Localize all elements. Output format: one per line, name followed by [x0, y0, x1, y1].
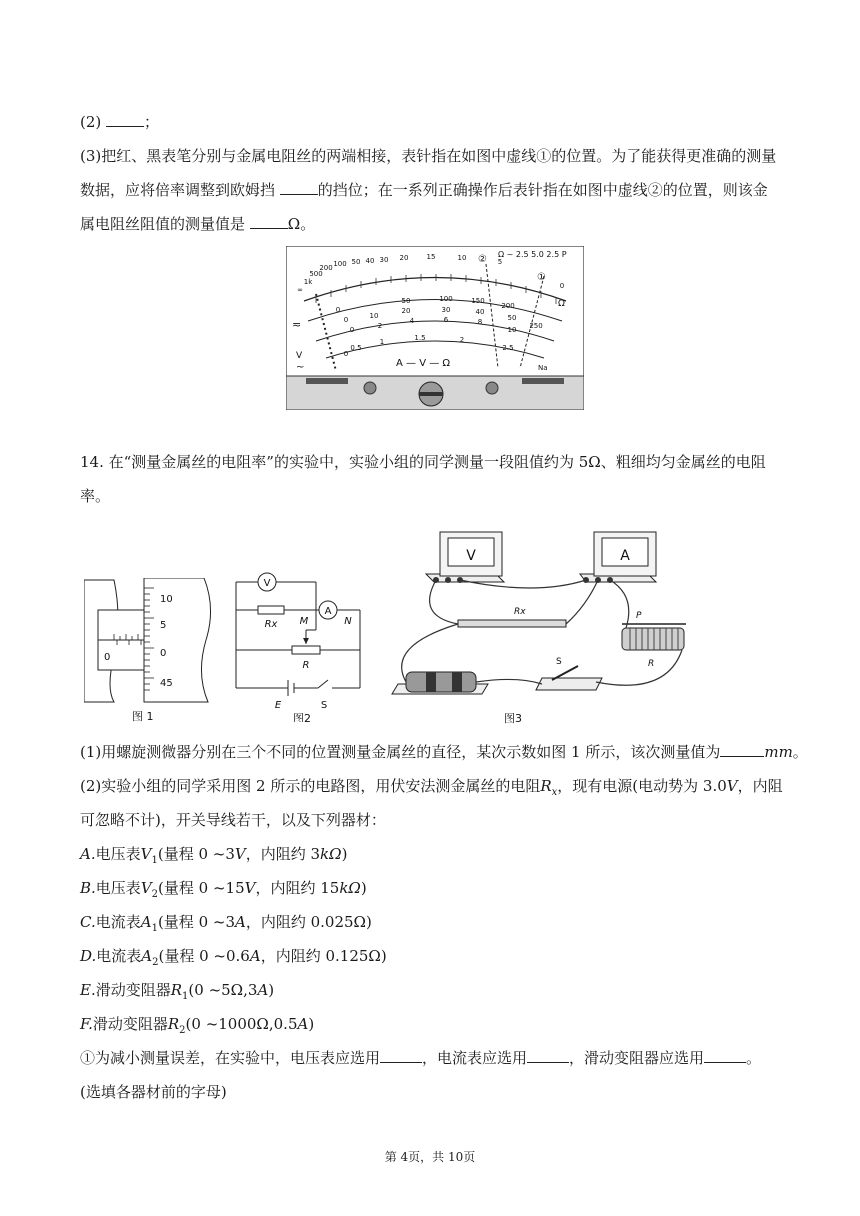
ac-scale-label: 0.5: [350, 344, 362, 352]
ohm-scale-label: ∞: [297, 286, 303, 294]
answer-blank: [720, 742, 764, 757]
dc-scale-label: 30: [441, 306, 451, 314]
dc-scale-label: 50: [401, 297, 411, 305]
dc-scale-label: 6: [443, 316, 449, 324]
switch-device: [536, 678, 602, 690]
ohm-scale-label: 15: [426, 253, 436, 261]
m-label: M: [299, 616, 309, 627]
q13-item3-line2: 数据，应将倍率调整到欧姆挡 的挡位；在一系列正确操作后表针指在如图中虚线②的位置，则该金: [80, 181, 768, 199]
n-label: N: [344, 616, 352, 627]
dc-scale-label: 10: [369, 312, 379, 320]
rx-label: Rx: [264, 619, 278, 630]
thimble-tick-label: 5: [160, 620, 167, 631]
ac-symbol: ~: [296, 362, 305, 373]
page-footer: 第 4页，共 10页: [384, 1150, 476, 1164]
answer-blank: [280, 180, 318, 195]
q14-item2-line1: (2)实验小组的同学采用图 2 所示的电路图，用伏安法测金属丝的电阻$R_x$，现有电源(电动势为 3.0V，内阻: [80, 777, 783, 798]
p-label: P: [636, 611, 642, 621]
rheostat-device: [622, 628, 684, 650]
q13-item2: (2) ；: [80, 113, 160, 131]
thimble-tick-label: 45: [160, 678, 173, 689]
ac-scale-label: 2.5: [502, 344, 514, 352]
figure-1-caption: 图 1: [132, 710, 154, 723]
dc-scale-label: 2: [377, 322, 383, 330]
ohm-scale-label: 40: [365, 257, 375, 265]
answer-blank: [250, 214, 288, 229]
dc-scale-label: 200: [501, 302, 515, 310]
ammeter-label: A: [324, 606, 332, 617]
answer-blank: [527, 1048, 569, 1063]
center-label: A — V — Ω: [396, 358, 451, 369]
dc-scale-label: 20: [401, 307, 411, 315]
s-label: S: [320, 700, 328, 711]
option-b: B.电压表$V_2$(量程 0 ~15V，内阻约 15kΩ): [80, 879, 367, 900]
dc-scale-label: 10: [507, 326, 517, 334]
figure-3-caption: 图3: [504, 712, 522, 724]
multimeter-figure: [286, 246, 584, 410]
ac-scale-label: 2: [459, 336, 465, 344]
ohm-scale-label: 500: [309, 270, 323, 278]
ohm-scale-label: 200: [319, 264, 333, 272]
dc-scale-label: 0: [335, 306, 341, 314]
ohm-scale-label: 30: [379, 256, 389, 264]
ohm-scale-label: 100: [333, 260, 347, 268]
ohm-scale-label: 50: [351, 258, 361, 266]
ac-scale-label: 1.5: [414, 334, 426, 342]
dc-scale-label: 250: [529, 322, 543, 330]
voltmeter-label: V: [263, 578, 271, 589]
option-a: A.电压表$V_1$(量程 0 ~3V，内阻约 3kΩ): [80, 845, 348, 866]
dc-scale-label: 150: [471, 297, 485, 305]
dc-scale-label: 8: [477, 318, 483, 326]
q14-sub1-note: (选填各器材前的字母): [80, 1083, 227, 1101]
q13-item3-line3: 属电阻丝阻值的测量值是 Ω。: [80, 215, 316, 233]
ohm-scale-label: 5: [497, 258, 503, 266]
dc-scale-label: 50: [507, 314, 517, 322]
thimble-tick-label: 0: [160, 648, 167, 659]
battery-pack: [406, 672, 476, 692]
option-e: E.滑动变阻器$R_1(0$ ~5Ω,3A): [80, 981, 275, 1002]
top-right-label: Ω ~ 2.5 5.0 2.5 P: [498, 250, 567, 259]
ohm-scale-label: 10: [457, 254, 467, 262]
q14-intro-line2: 率。: [80, 487, 111, 505]
dc-symbol: ≂: [292, 318, 302, 331]
e-label: E: [274, 700, 282, 711]
na-label: Na: [538, 364, 548, 372]
q13-item3-line1: (3)把红、黑表笔分别与金属电阻丝的两端相接，表针指在如图中虚线①的位置。为了能获得更准确的测量: [80, 147, 777, 165]
thimble-tick-label: 10: [160, 594, 173, 605]
option-f: F.滑动变阻器$R_2(0$ ~1000Ω,0.5A): [80, 1015, 315, 1036]
option-c: C.电流表$A_1$(量程 0 ~3A，内阻约 0.025Ω): [80, 913, 372, 934]
q14-item1: (1)用螺旋测微器分别在三个不同的位置测量金属丝的直径，某次示数如图 1 所示，该次测量值为 mm。: [80, 743, 808, 761]
q14-intro-line1: 14. 在“测量金属丝的电阻率”的实验中，实验小组的同学测量一段阻值约为 5Ω、粗细均匀金属丝的电阻: [80, 453, 766, 471]
base-slot-left: [306, 378, 348, 384]
v-symbol: V: [296, 351, 303, 361]
r-label: R: [302, 660, 310, 671]
answer-blank: [380, 1048, 422, 1063]
rx-device-label: Rx: [514, 607, 526, 617]
screw-left: [364, 382, 376, 394]
dc-scale-label: 100: [439, 295, 453, 303]
q14-item2-line2: 可忽略不计)，开关导线若干，以及下列器材：: [80, 811, 386, 829]
ac-scale-label: 0: [343, 350, 349, 358]
ac-scale-label: 1: [379, 338, 385, 346]
metal-wire-board: [458, 620, 566, 627]
answer-blank: [704, 1048, 746, 1063]
dc-scale-label: 0: [343, 316, 349, 324]
answer-blank: [106, 112, 144, 127]
screw-right: [486, 382, 498, 394]
omega-scale-label: Ω: [558, 299, 565, 309]
base-slot-right: [522, 378, 564, 384]
figure-2-caption: 图2: [293, 712, 311, 722]
marker-2: ②: [478, 254, 487, 265]
figure-1-micrometer: [84, 578, 216, 726]
ohm-scale-label: 1k: [303, 278, 313, 286]
dc-scale-label: 40: [475, 308, 485, 316]
r-device-label: R: [648, 659, 655, 669]
s-device-label: S: [556, 657, 562, 667]
ohm-scale-label: 20: [399, 254, 409, 262]
sleeve-zero-label: 0: [104, 652, 111, 663]
ammeter-device-label: A: [620, 548, 630, 564]
figure-2-circuit: [232, 570, 372, 722]
q14-sub1: ①为减小测量误差，在实验中，电压表应选用 ，电流表应选用 ，滑动变阻器应选用 。: [80, 1049, 762, 1067]
dc-scale-label: 0: [349, 326, 355, 334]
voltmeter-device-label: V: [466, 548, 476, 564]
option-d: D.电流表$A_2$(量程 0 ~0.6A，内阻约 0.125Ω): [80, 947, 387, 968]
ohm-scale-label: 0: [559, 282, 565, 290]
figure-3-apparatus: [386, 526, 702, 724]
dc-scale-label: 4: [409, 317, 415, 325]
marker-1: ①: [537, 272, 546, 283]
